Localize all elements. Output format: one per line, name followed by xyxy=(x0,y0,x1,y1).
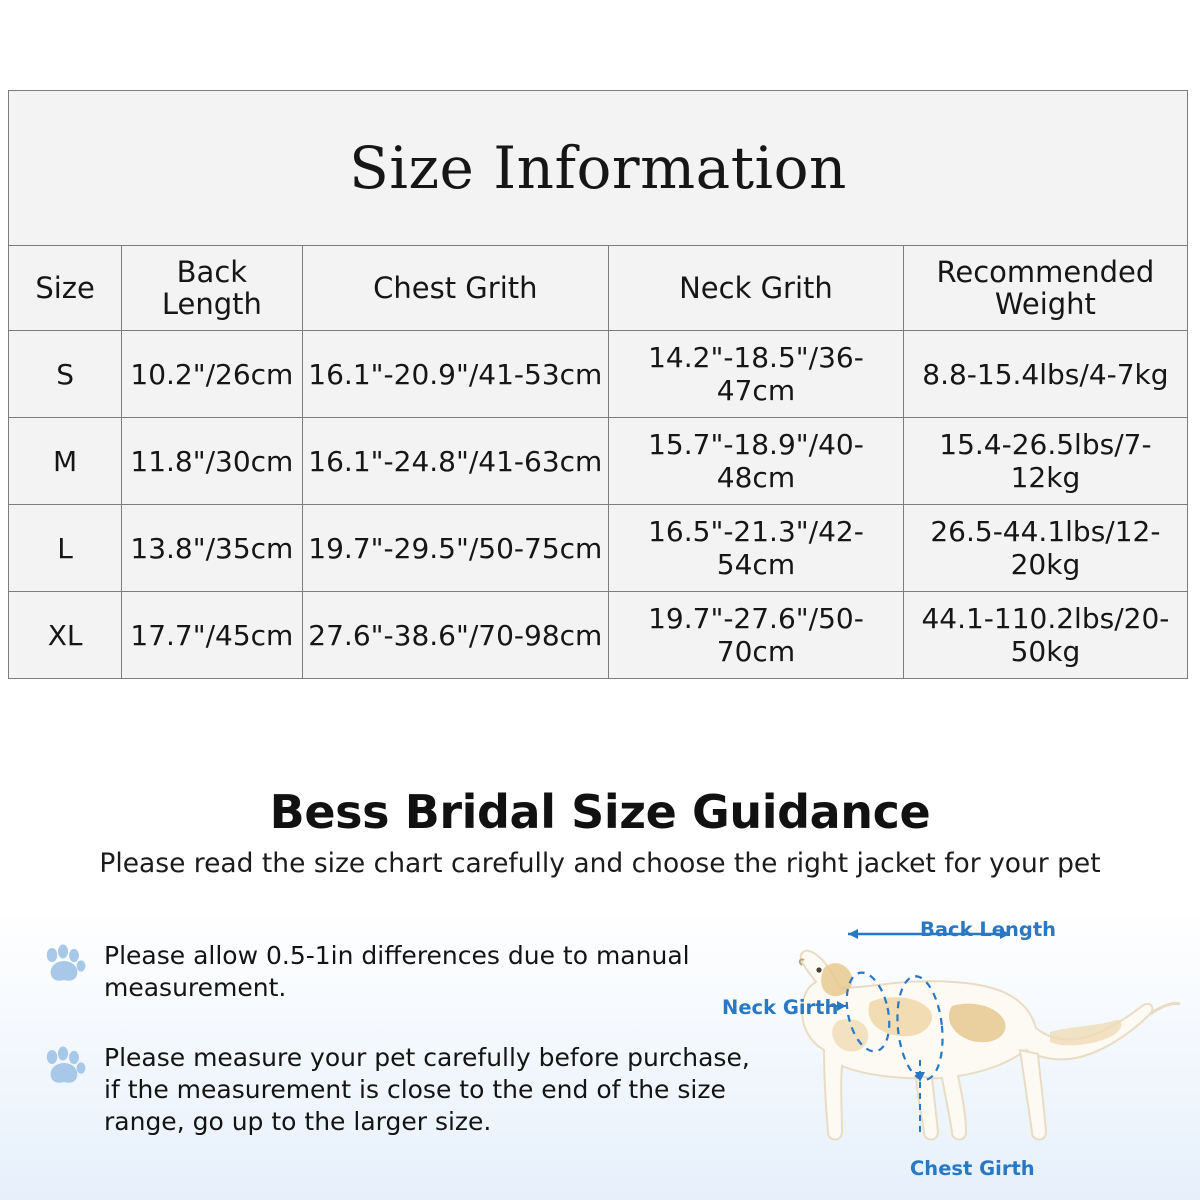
table-row xyxy=(9,331,1188,418)
cell-chest-girth: 16.1"-24.8"/41-63cm xyxy=(302,418,609,505)
cell-size: L xyxy=(9,505,122,592)
list-item-text: Please allow 0.5-1in differences due to manual measurement. xyxy=(104,941,690,1002)
table-title-row xyxy=(9,91,1188,246)
cell-back-length: 10.2"/26cm xyxy=(122,331,302,418)
cell-neck-girth: 16.5"-21.3"/42-54cm xyxy=(609,505,904,592)
cell-size: XL xyxy=(9,592,122,679)
cell-back-length: 17.7"/45cm xyxy=(122,592,302,679)
table-title: Size Information xyxy=(9,91,1188,246)
neck-girth-label: Neck Girth xyxy=(722,996,839,1019)
column-header-neck-girth: Neck Grith xyxy=(609,246,904,331)
paw-print-icon xyxy=(42,1046,86,1086)
cell-back-length: 11.8"/30cm xyxy=(122,418,302,505)
back-length-label: Back Length xyxy=(920,918,1057,941)
cell-size: M xyxy=(9,418,122,505)
column-header-back-length: Back Length xyxy=(122,246,302,331)
chest-girth-label: Chest Girth xyxy=(910,1157,1035,1180)
guidance-title: Bess Bridal Size Guidance xyxy=(269,785,931,839)
size-information-table xyxy=(8,90,1188,679)
cell-back-length: 13.8"/35cm xyxy=(122,505,302,592)
cell-neck-girth: 15.7"-18.9"/40-48cm xyxy=(609,418,904,505)
column-header-recommended-weight: Recommended Weight xyxy=(903,246,1187,331)
size-information-table-container xyxy=(8,90,1188,679)
list-item xyxy=(42,1042,762,1138)
table-row xyxy=(9,418,1188,505)
table-header-row xyxy=(9,246,1188,331)
cell-size: S xyxy=(9,331,122,418)
dog-illustration xyxy=(720,910,1190,1190)
cell-recommended-weight: 26.5-44.1lbs/12-20kg xyxy=(903,505,1187,592)
cell-neck-girth: 19.7"-27.6"/50-70cm xyxy=(609,592,904,679)
paw-print-icon xyxy=(42,944,86,984)
cell-recommended-weight: 8.8-15.4lbs/4-7kg xyxy=(903,331,1187,418)
cell-chest-girth: 19.7"-29.5"/50-75cm xyxy=(302,505,609,592)
cell-neck-girth: 14.2"-18.5"/36-47cm xyxy=(609,331,904,418)
cell-chest-girth: 16.1"-20.9"/41-53cm xyxy=(302,331,609,418)
cell-chest-girth: 27.6"-38.6"/70-98cm xyxy=(302,592,609,679)
dog-measurement-diagram xyxy=(720,910,1190,1190)
table-row xyxy=(9,592,1188,679)
cell-recommended-weight: 44.1-110.2lbs/20-50kg xyxy=(903,592,1187,679)
guidance-bullet-list xyxy=(42,940,762,1176)
cell-recommended-weight: 15.4-26.5lbs/7-12kg xyxy=(903,418,1187,505)
column-header-chest-girth: Chest Grith xyxy=(302,246,609,331)
size-guidance-section xyxy=(0,700,1200,1200)
column-header-size: Size xyxy=(9,246,122,331)
table-row xyxy=(9,505,1188,592)
list-item xyxy=(42,940,762,1004)
list-item-text: Please measure your pet carefully before purchase, if the measurement is close to the end of the size range, go up to the larger size. xyxy=(104,1043,750,1136)
guidance-subtitle: Please read the size chart carefully and choose the right jacket for your pet xyxy=(99,848,1101,879)
